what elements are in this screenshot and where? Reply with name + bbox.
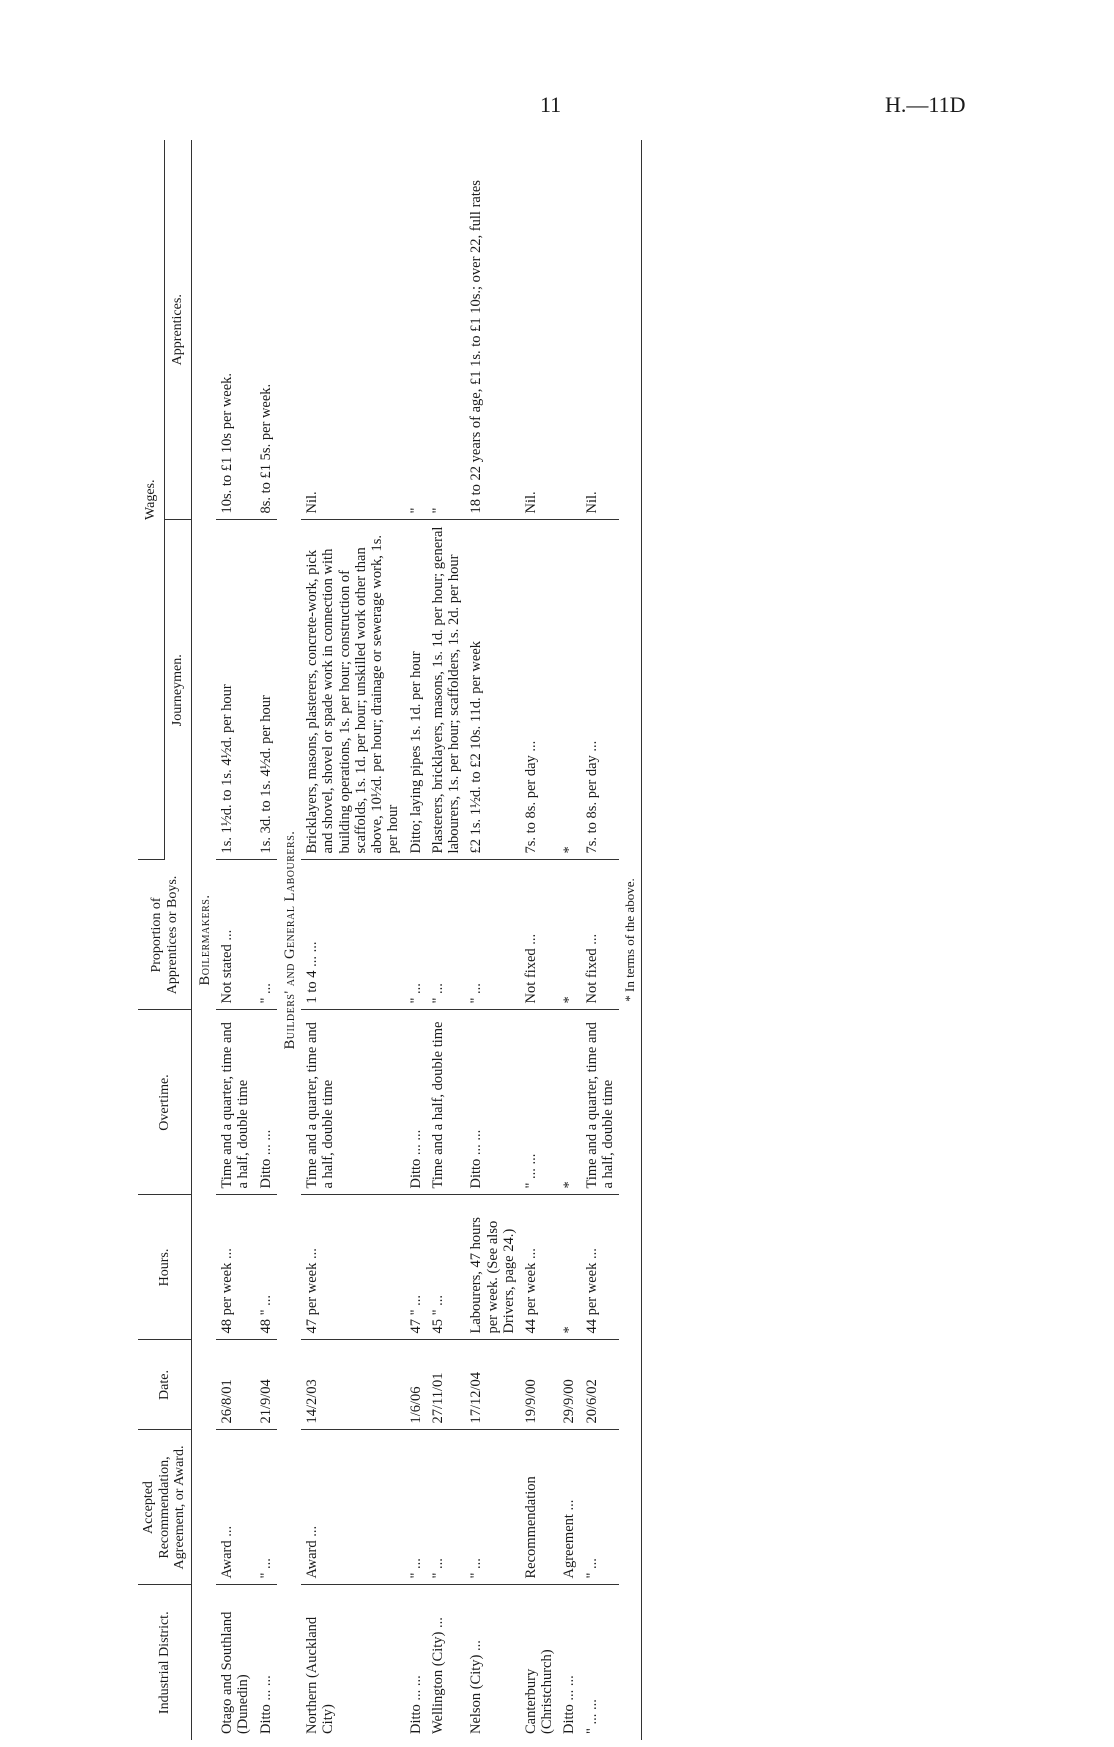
- cell-district: Ditto ... ...: [407, 1675, 424, 1734]
- cell-journeymen: 7s. to 8s. per day ...: [581, 520, 619, 860]
- table-row: [558, 140, 580, 1740]
- table-row: [301, 140, 404, 1740]
- cell-apprentices: [558, 140, 580, 520]
- header-apprentices: Apprentices.: [164, 140, 191, 520]
- cell-journeymen: 7s. to 8s. per day ...: [520, 520, 558, 860]
- cell-date: 26/8/01: [216, 1340, 254, 1430]
- cell-hours: 44 per week ...: [581, 1195, 619, 1340]
- header-accepted: Accepted Recommendation, Agreement, or Award.: [138, 1430, 192, 1585]
- cell-date: 27/11/01: [427, 1340, 465, 1430]
- cell-proportion: *: [558, 860, 580, 1010]
- cell-journeymen: Ditto; laying pipes 1s. 1d. per hour: [405, 520, 427, 860]
- cell-journeymen: £2 1s. 1½d. to £2 10s. 11d. per week: [465, 520, 520, 860]
- cell-hours: *: [558, 1195, 580, 1340]
- cell-accepted: " ...: [581, 1430, 619, 1585]
- cell-journeymen: 1s. 1½d. to 1s. 4½d. per hour: [216, 520, 254, 860]
- cell-district: Wellington (City) ...: [429, 1617, 446, 1734]
- cell-apprentices: Nil.: [581, 140, 619, 520]
- cell-apprentices: ": [405, 140, 427, 520]
- cell-accepted: Award ...: [216, 1430, 254, 1585]
- cell-apprentices: Nil.: [301, 140, 404, 520]
- cell-hours: 48 " ...: [255, 1195, 277, 1340]
- cell-date: 14/2/03: [301, 1340, 404, 1430]
- table-row: [405, 140, 427, 1740]
- footnote: * In terms of the above.: [619, 140, 641, 1740]
- cell-date: 17/12/04: [465, 1340, 520, 1430]
- cell-date: 29/9/00: [558, 1340, 580, 1430]
- cell-proportion: " ...: [427, 860, 465, 1010]
- cell-journeymen: Bricklayers, masons, plasterers, concrete-work, pick and shovel, shovel or spade work in connection with building operations, 1s. per hour; construction of scaffolds, 1s. 1d. per hour; unskilled work other than above, 10½d. per hour; drainage or sewerage work, 1s. per hour: [301, 520, 404, 860]
- cell-apprentices: 8s. to £1 5s. per week.: [255, 140, 277, 520]
- cell-overtime: Time and a half, double time: [427, 1010, 465, 1195]
- cell-date: 21/9/04: [255, 1340, 277, 1430]
- cell-overtime: Ditto ... ...: [255, 1010, 277, 1195]
- cell-district: Ditto ... ...: [257, 1675, 274, 1734]
- header-wages: Wages.: [138, 140, 164, 860]
- cell-overtime: Time and a quarter, time and a half, double time: [216, 1010, 254, 1195]
- cell-overtime: Time and a quarter, time and a half, double time: [301, 1010, 404, 1195]
- cell-hours: 48 per week ...: [216, 1195, 254, 1340]
- cell-journeymen: 1s. 3d. to 1s. 4½d. per hour: [255, 520, 277, 860]
- cell-district: Nelson (City) ...: [468, 1640, 485, 1734]
- section-title: Builders' and General Labourers.: [281, 830, 298, 1050]
- cell-accepted: Award ...: [301, 1430, 404, 1585]
- cell-overtime: Time and a quarter, time and a half, double time: [581, 1010, 619, 1195]
- cell-date: 20/6/02: [581, 1340, 619, 1430]
- wages-table: [138, 140, 642, 1740]
- cell-date: 1/6/06: [405, 1340, 427, 1430]
- cell-district: Ditto ... ...: [561, 1675, 578, 1734]
- cell-proportion: Not stated ...: [216, 860, 254, 1010]
- table-row: [581, 140, 619, 1740]
- table-row: [255, 140, 277, 1740]
- cell-district: Canterbury (Christchurch): [523, 1649, 556, 1734]
- table-row: [465, 140, 520, 1740]
- table-row: [427, 140, 465, 1740]
- cell-hours: 47 per week ...: [301, 1195, 404, 1340]
- header-proportion: Proportion of Apprentices or Boys.: [138, 860, 192, 1010]
- cell-district: Otago and Southland (Dunedin): [219, 1611, 252, 1734]
- cell-hours: 47 " ...: [405, 1195, 427, 1340]
- rotated-table: [138, 140, 958, 1740]
- header-overtime: Overtime.: [138, 1010, 192, 1195]
- cell-overtime: " ... ...: [520, 1010, 558, 1195]
- cell-district: Northern (Auckland City): [304, 1616, 337, 1734]
- cell-accepted: " ...: [255, 1430, 277, 1585]
- cell-journeymen: Plasterers, bricklayers, masons, 1s. 1d. per hour; general labourers, 1s. per hour; scaffolders, 1s. 2d. per hour: [427, 520, 465, 860]
- cell-accepted: " ...: [405, 1430, 427, 1585]
- cell-accepted: " ...: [465, 1430, 520, 1585]
- cell-date: 19/9/00: [520, 1340, 558, 1430]
- header-industrial-district: Industrial District.: [138, 1585, 192, 1740]
- cell-proportion: Not fixed ...: [520, 860, 558, 1010]
- header-date: Date.: [138, 1340, 192, 1430]
- page-number: 11: [540, 92, 562, 117]
- cell-apprentices: 18 to 22 years of age, £1 1s. to £1 10s.; over 22, full rates: [465, 140, 520, 520]
- cell-overtime: Ditto ... ...: [405, 1010, 427, 1195]
- header-journeymen: Journeymen.: [164, 520, 191, 860]
- cell-overtime: *: [558, 1010, 580, 1195]
- cell-hours: 44 per week ...: [520, 1195, 558, 1340]
- cell-apprentices: Nil.: [520, 140, 558, 520]
- cell-proportion: Not fixed ...: [581, 860, 619, 1010]
- cell-hours: 45 " ...: [427, 1195, 465, 1340]
- document-reference: H.—11D: [885, 92, 966, 117]
- header-hours: Hours.: [138, 1195, 192, 1340]
- cell-district: " ... ...: [583, 1699, 600, 1734]
- cell-hours: Labourers, 47 hours per week. (See also Drivers, page 24.): [465, 1195, 520, 1340]
- cell-apprentices: 10s. to £1 10s per week.: [216, 140, 254, 520]
- cell-overtime: Ditto ... ...: [465, 1010, 520, 1195]
- cell-proportion: " ...: [405, 860, 427, 1010]
- cell-proportion: 1 to 4 ... ...: [301, 860, 404, 1010]
- cell-proportion: " ...: [255, 860, 277, 1010]
- cell-accepted: " ...: [427, 1430, 465, 1585]
- cell-journeymen: *: [558, 520, 580, 860]
- table-row: [216, 140, 254, 1740]
- section-title: Boilermakers.: [197, 894, 214, 986]
- cell-accepted: Recommendation: [520, 1430, 558, 1585]
- cell-proportion: " ...: [465, 860, 520, 1010]
- cell-apprentices: ": [427, 140, 465, 520]
- table-row: [520, 140, 558, 1740]
- cell-accepted: Agreement ...: [558, 1430, 580, 1585]
